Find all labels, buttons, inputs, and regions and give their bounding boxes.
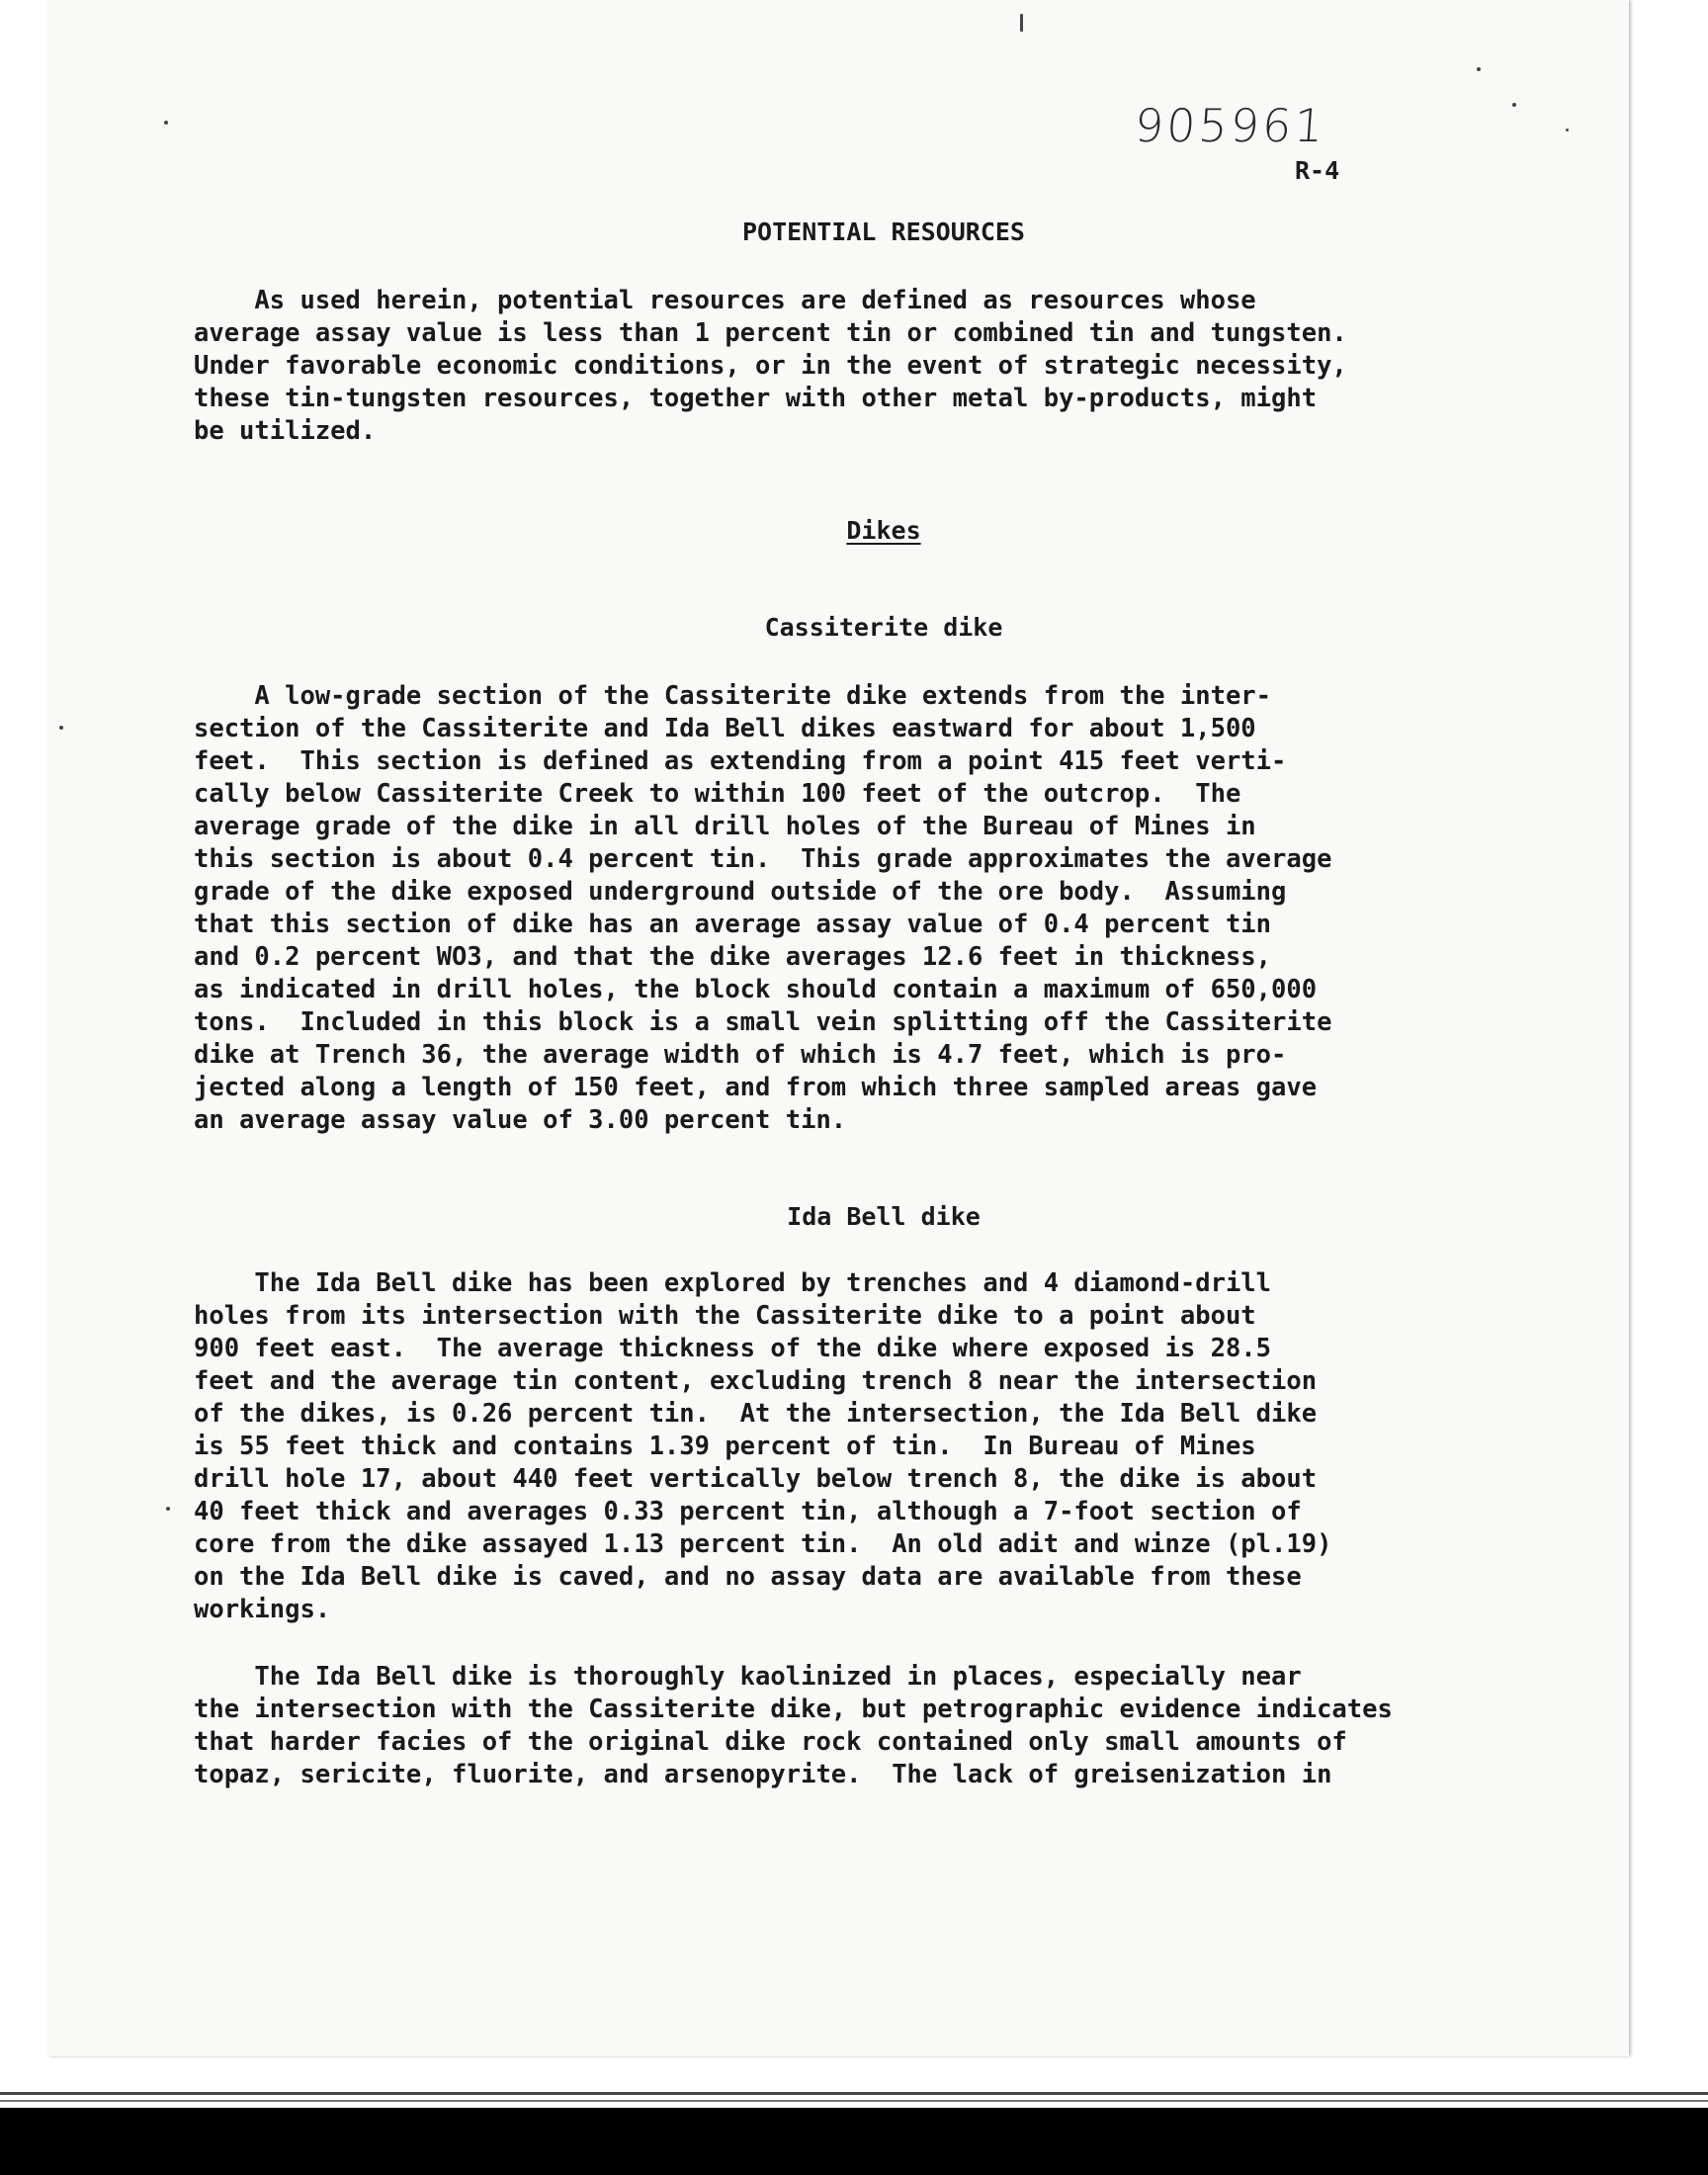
page-title: POTENTIAL RESOURCES bbox=[742, 218, 1025, 246]
scan-edge-line-2 bbox=[0, 2100, 1708, 2102]
scan-speck bbox=[1512, 103, 1516, 107]
scan-speck bbox=[1566, 129, 1569, 131]
document-stamp-number: 905961 bbox=[1133, 99, 1328, 152]
ida-bell-paragraph-2: The Ida Bell dike is thoroughly kaolinized in places, especially near the intersection with the Cassiterite dike, but petrographic evidence indicates that harder facies of the original dike rock contained only small amounts of topaz, sericite, fluorite, and arsenopyrite. The lack of greisenization in bbox=[194, 1662, 1393, 1789]
scan-speck bbox=[164, 121, 168, 125]
subheading-cassiterite-dike: Cassiterite dike bbox=[764, 613, 1003, 642]
scan-speck bbox=[1477, 67, 1481, 71]
scan-speck bbox=[59, 726, 63, 730]
cassiterite-paragraph: A low-grade section of the Cassiterite dike extends from the inter- section of the Cassiterite and Ida Bell dikes eastward for about 1,500 feet. This section is defined as extending from a point 415 feet verti- cally below Cassiterite Creek to within 100 feet of the outcrop. The average grade of the dike in all drill holes of the Bureau of Mines in this section is about 0.4 percent tin. This grade approximates the average grade of the dike exposed underground outside of the ore body. Assuming that this section of dike has an average assay value of 0.4 percent tin and 0.2 percent WO3, and that the dike averages 12.6 feet in thickness, as indicated in drill holes, the block should contain a maximum of 650,000 tons. Included in this block is a small vein splitting off the Cassiterite dike at Trench 36, the average width of which is 4.7 feet, which is pro- jected along a length of 150 feet, and from which three sampled areas gave an average assay value of 3.00 percent tin. bbox=[194, 681, 1332, 1135]
subheading-ida-bell-dike: Ida Bell dike bbox=[787, 1202, 981, 1231]
ida-bell-paragraph-1: The Ida Bell dike has been explored by trenches and 4 diamond-drill holes from its intersection with the Cassiterite dike to a point about 900 feet east. The average thickness of the dike where exposed is 28.5 feet and the average tin content, excluding trench 8 near the intersection of the dikes, is 0.26 percent tin. At the intersection, the Ida Bell dike is 55 feet thick and contains 1.39 percent of tin. In Bureau of Mines drill hole 17, about 440 feet vertically below trench 8, the dike is about 40 feet thick and averages 0.33 percent tin, although a 7-foot section of core from the dike assayed 1.13 percent tin. An old adit and winze (pl.19) on the Ida Bell dike is caved, and no assay data are available from these workings. bbox=[194, 1268, 1332, 1624]
scan-bottom-band bbox=[0, 2108, 1708, 2175]
scan-edge-line bbox=[0, 2092, 1708, 2095]
page-number: R-4 bbox=[1295, 156, 1340, 185]
scan-speck bbox=[166, 1507, 170, 1511]
scan-speck bbox=[1020, 14, 1023, 32]
section-heading-dikes: Dikes bbox=[846, 516, 921, 545]
intro-paragraph: As used herein, potential resources are defined as resources whose average assay value is less than 1 percent tin or combined tin and tungsten. Under favorable economic conditions, or in the event of strategic necessity, these tin-tungsten resources, together with other metal by-products, might be utilized. bbox=[194, 286, 1347, 446]
